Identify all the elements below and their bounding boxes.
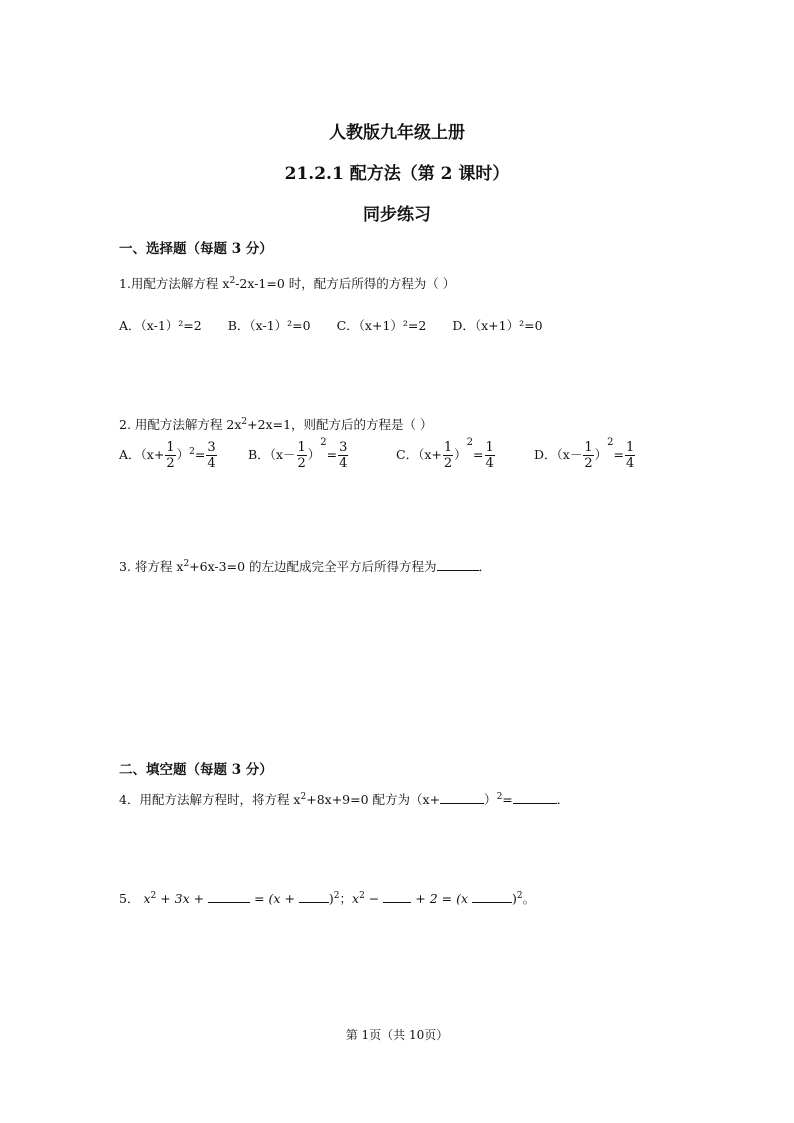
numerator: 1: [166, 440, 175, 455]
q5-expr: = (x +: [254, 891, 295, 906]
q1-stem-exponent: 2: [229, 275, 236, 286]
q5-exponent: 2: [333, 890, 340, 901]
numerator: 3: [339, 440, 348, 455]
equals: =: [613, 447, 624, 462]
denominator: 2: [443, 456, 453, 471]
answer-blank[interactable]: [208, 890, 250, 903]
q2-option-b[interactable]: [248, 437, 349, 471]
document-title: 人教版九年级上册: [329, 123, 465, 143]
q2-stem-prefix: 2. 用配方法解方程 2x: [119, 417, 242, 432]
option-letter: C．: [336, 318, 359, 333]
q1-stem-suffix: -2x-1=0 时，配方后所得的方程为（ ）: [235, 276, 456, 291]
question-4: [119, 790, 569, 808]
q2-stem-exponent: 2: [241, 416, 248, 427]
q5-separator: ；: [339, 891, 353, 906]
fraction: [625, 441, 635, 470]
section-fill-heading: 二、填空题（每题 3 分）: [119, 762, 273, 778]
q3-stem-prefix: 3. 将方程 x: [119, 559, 184, 574]
q1-option-d[interactable]: [452, 318, 542, 333]
fraction: [297, 441, 307, 470]
answer-blank[interactable]: [513, 791, 557, 804]
q5-end: 。: [522, 891, 536, 906]
q5-var: x: [352, 891, 360, 906]
option-close: ）: [307, 447, 321, 462]
q2-option-c[interactable]: [396, 437, 496, 471]
page-footer: 第 1页（共 10页）: [345, 1028, 449, 1042]
equals: =: [194, 447, 206, 462]
fraction: [485, 441, 495, 470]
fraction: [165, 441, 175, 470]
option-letter: B．: [248, 447, 270, 462]
answer-blank[interactable]: [472, 890, 512, 903]
q1-stem-prefix: 1.用配方法解方程 x: [119, 276, 230, 291]
question-5: [119, 889, 535, 907]
numerator: 3: [207, 440, 216, 455]
q5-var: x: [143, 891, 151, 906]
option-close: ）: [454, 447, 467, 462]
denominator: 4: [485, 456, 494, 471]
question-1-options: [119, 316, 565, 334]
question-2-stem: [119, 415, 433, 433]
option-letter: D．: [452, 318, 475, 333]
denominator: 2: [584, 456, 593, 471]
fraction: [443, 441, 453, 470]
denominator: 2: [166, 456, 175, 471]
lesson-title: 21.2.1 配方法（第 2 课时）: [284, 164, 510, 184]
option-text: （x-1）²=0: [249, 318, 311, 333]
q5-expr: + 2 = (x: [415, 891, 469, 906]
q4-exponent: 2: [496, 791, 503, 802]
option-letter: A．: [119, 447, 141, 462]
equals: =: [473, 447, 484, 462]
exponent: 2: [607, 437, 614, 448]
q5-exponent: 2: [359, 890, 365, 901]
answer-blank[interactable]: [437, 558, 479, 571]
q5-number: 5．: [119, 891, 140, 906]
q4-exponent: 2: [300, 791, 307, 802]
q1-option-a[interactable]: [119, 318, 202, 333]
q3-stem-exponent: 2: [183, 558, 190, 569]
option-close: ）: [594, 447, 608, 462]
denominator: 4: [339, 456, 348, 471]
answer-blank[interactable]: [383, 890, 411, 903]
q4-part1: 4．用配方法解方程时，将方程 x: [119, 792, 301, 807]
subtitle: 同步练习: [363, 205, 431, 225]
numerator: 1: [584, 440, 593, 455]
q5-minus: −: [368, 891, 380, 906]
answer-blank[interactable]: [440, 791, 484, 804]
option-text: （x+1）²=0: [474, 318, 543, 333]
equals: =: [326, 447, 338, 462]
q4-part4: =: [502, 792, 513, 807]
exponent: 2: [320, 437, 327, 448]
answer-blank[interactable]: [299, 890, 329, 903]
numerator: 1: [297, 440, 306, 455]
numerator: 1: [485, 440, 494, 455]
numerator: 1: [443, 440, 453, 455]
q4-end: ．: [556, 792, 570, 807]
q3-stem-suffix: +6x-3=0 的左边配成完全平方后所得方程为: [189, 559, 437, 574]
denominator: 4: [626, 456, 635, 471]
q5-exponent: 2: [150, 890, 157, 901]
numerator: 1: [626, 440, 635, 455]
q1-option-b[interactable]: [228, 318, 311, 333]
question-3: [119, 557, 491, 575]
q2-option-d[interactable]: [534, 437, 636, 471]
q5-expr: + 3x +: [160, 891, 205, 906]
option-open: （x－: [269, 447, 296, 462]
exponent: 2: [189, 446, 195, 457]
fraction: [338, 441, 348, 470]
question-1-stem: [119, 274, 455, 292]
option-open: （x+: [140, 447, 165, 462]
q5-exponent: 2: [516, 890, 523, 901]
option-text: （x+1）²=2: [358, 318, 427, 333]
q3-end: ．: [478, 559, 492, 574]
fraction: [583, 441, 593, 470]
denominator: 2: [297, 456, 306, 471]
denominator: 4: [207, 456, 216, 471]
q2-stem-suffix: +2x=1，则配方后的方程是（ ）: [247, 417, 433, 432]
q2-option-a[interactable]: [119, 441, 218, 470]
section-choice-heading: 一、选择题（每题 3 分）: [119, 241, 273, 257]
option-close: ）: [176, 447, 190, 462]
option-letter: D．: [534, 447, 557, 462]
q5-paren: ): [328, 891, 334, 906]
option-letter: A．: [119, 318, 141, 333]
fraction: [206, 441, 216, 470]
option-letter: B．: [227, 318, 250, 333]
option-open: （x+: [418, 447, 442, 462]
exponent: 2: [466, 437, 474, 448]
q4-part3: ）: [484, 792, 497, 807]
option-open: （x－: [556, 447, 583, 462]
option-text: （x-1）²=2: [140, 318, 202, 333]
q4-part2: +8x+9=0 配方为（x+: [306, 792, 441, 807]
q5-paren: ): [512, 891, 517, 906]
option-letter: C．: [396, 447, 419, 462]
q1-option-c[interactable]: [337, 318, 427, 333]
